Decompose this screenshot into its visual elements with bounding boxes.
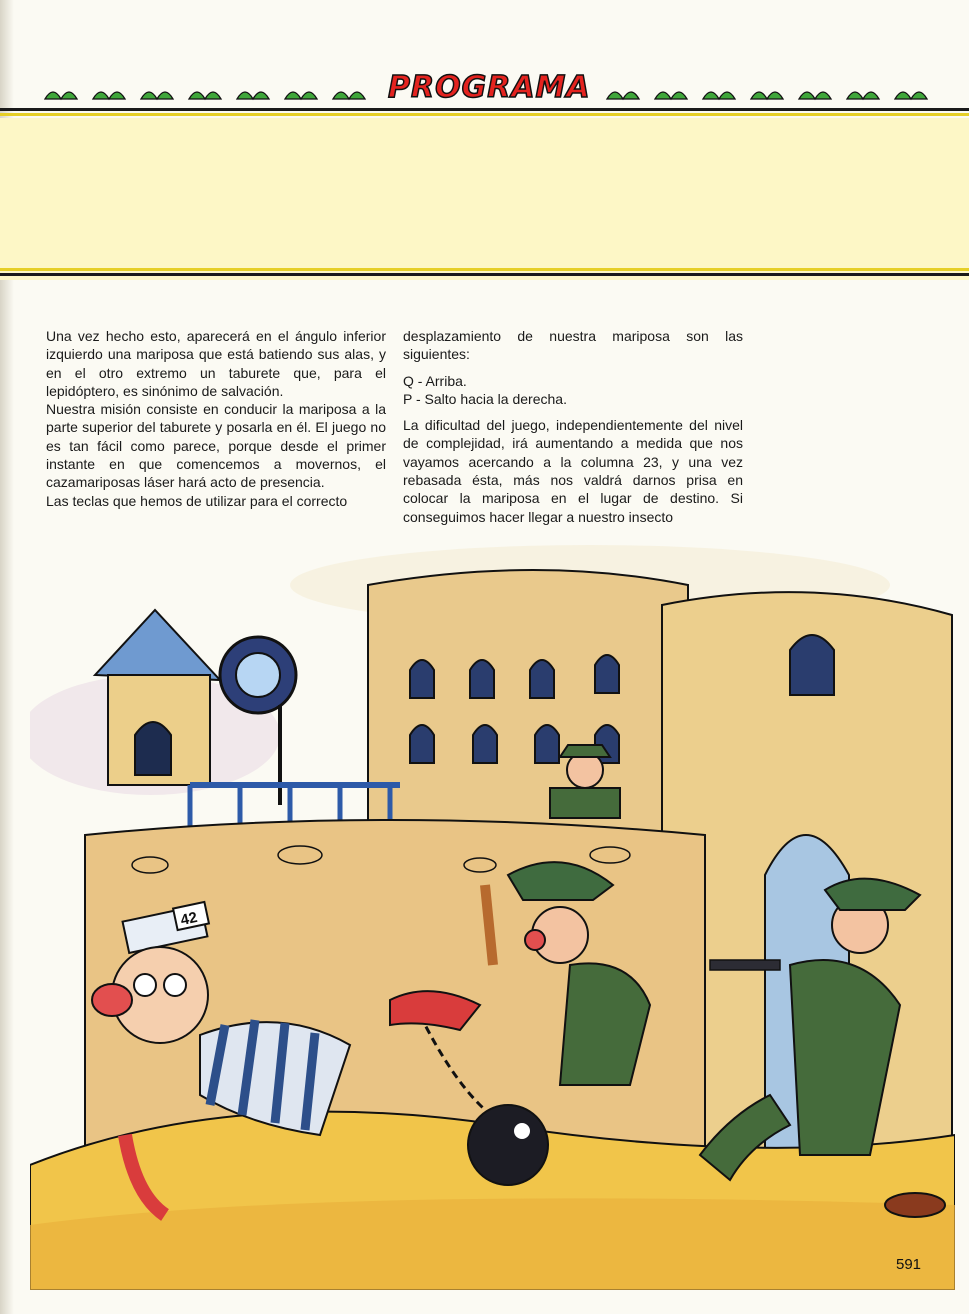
key-instruction: P - Salto hacia la derecha. bbox=[403, 390, 567, 407]
key-instruction: Q - Arriba. bbox=[403, 372, 467, 389]
bottom-rule bbox=[0, 273, 969, 276]
paragraph: Una vez hecho esto, aparecerá en el ángulo inferior izquierdo una mariposa que está batiendo sus alas, y en el otro extremo un taburete que, para el lepidóptero, es sinónimo de salvación. bbox=[46, 328, 386, 399]
header-band bbox=[0, 118, 969, 280]
paragraph: Las teclas que hemos de utilizar para el correcto bbox=[46, 492, 348, 509]
page-number: 591 bbox=[896, 1256, 922, 1273]
prison-escape-drawing bbox=[30, 545, 955, 1290]
text-column-right bbox=[403, 327, 743, 526]
bottom-rule-yellow bbox=[0, 268, 969, 271]
paragraph: Nuestra misión consiste en conducir la mariposa a la parte superior del taburete y posarla en él. El juego no es tan fácil como parece, porque desde el primer instante en que comencemos a movernos, el cazamariposas láser hará acto de presencia. bbox=[46, 401, 386, 491]
prisoner-cap-number: 42 bbox=[178, 908, 199, 930]
paragraph: desplazamiento de nuestra mariposa son las siguientes: bbox=[403, 328, 743, 363]
text-column-left bbox=[46, 327, 386, 510]
paragraph: La dificultad del juego, independientemente del nivel de complejidad, irá aumentando a medida que nos vayamos acercando a la columna 23, y una vez rebasada ésta, más nos valdrá darnos prisa en colocar la mariposa en el lugar de destino. Si conseguimos hacer llegar a nuestro insecto bbox=[403, 417, 743, 525]
cartoon-illustration bbox=[30, 545, 955, 1290]
top-rule bbox=[0, 108, 969, 111]
frog-row-left-ornament bbox=[45, 92, 365, 99]
top-rule-yellow bbox=[0, 113, 969, 116]
frog-row-right-ornament bbox=[607, 92, 927, 99]
section-title: PROGRAMA bbox=[388, 70, 591, 105]
